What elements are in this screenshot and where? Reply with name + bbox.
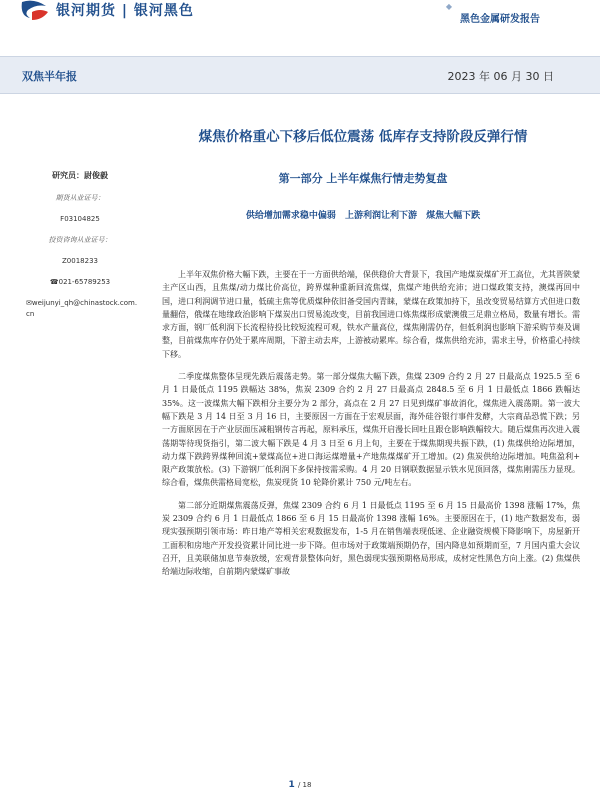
body-paragraph: 第二部分近期煤焦震荡反弹，焦煤 2309 合约 6 月 1 日最低点 1195 至 6 月 15 日最高价 1398 涨幅 17%，焦炭 2309 合约 6 月 1 日最低点 1866 至 6 月 15 日最高价 1398 涨幅 16%。主要原因在于，(1) 地产数据发布，弱现实强预期引领市场：昨日地产等相关宏观数据发布，1-5 月在销售端表现低迷、企业融资规模下降影响下，房屋新开工面积和房地产开发投资累计同比进一步下降。但市场对于政策端预期仍存，国内降息如预期而至，7 月国内重大会议召开，且美联储加息节奏放缓，宏观背景整体向好，黑色弱现实强预期格局形成，成材定性黑色方向上涨。(2) 焦煤供给端边际收缩，自前期内蒙煤矿事故 [162,500,580,577]
report-date: 2023 年 06 月 30 日 [447,70,554,83]
report-band [0,56,600,94]
page-number: 1 [288,780,295,790]
report-series: 黑色金属研发报告 [460,14,540,25]
analyst-name: 研究员：尉俊毅 [52,171,108,180]
consult-license-number: Z0018233 [62,257,98,265]
section-heading: 第一部分 上半年煤焦行情走势复盘 [278,172,448,185]
phone-row [20,277,140,288]
page-footer [0,780,600,790]
galaxy-logo-icon [18,0,50,22]
consult-license-label: 投资咨询从业证号： [48,236,112,244]
main-headings [148,128,578,221]
diamond-icon: ◆ [445,2,452,11]
body-paragraph: 上半年双焦价格大幅下跌，主要在于一方面供给端，保供稳价大背景下，我国产地煤炭煤矿开工高位，尤其晋陕蒙主产区山西，且焦煤/动力煤比价高位，跨界煤种重新回流焦煤，焦煤产地供给充沛；进口煤政策支持，澳煤再回中国，进口利润调节进口量，低硫主焦等优质煤种依旧备受国内青睐，蒙煤在政策加持下，虽改变贸易结算方式但进口数量翻倍，俄煤在地缘政治影响下煤炭出口贸易流改变，目前我国进口炼焦煤形成蒙澳俄三足鼎立格局，数量有增长。需求方面，钢厂低利润下长流程待投比较短流程可观，铁水产量高位，煤焦刚需仍存，但低利润也影响下游采购节奏及调整，目前煤焦库存仍处于累库周期，下游主动去库，上游被动累库。综合看，煤焦供给充沛，需求主导，价格重心持续下移。 [162,270,580,359]
phone-icon: ☎ [49,278,59,286]
analyst-sidebar [20,170,140,330]
report-title: 煤焦价格重心下移后低位震荡 低库存支持阶段反弹行情 [198,129,528,145]
phone-number: 021-65789253 [58,278,111,286]
license-number: F03104825 [60,215,100,223]
body-paragraph: 二季度煤焦整体呈现先跌后震荡走势。第一部分煤焦大幅下跌，焦煤 2309 合约 2 月 27 日最高点 1925.5 至 6 月 1 日最低点 1195 跌幅达 38%，焦炭 2309 合约 2 月 27 日最高点 2848.5 至 6 月 1 日最低点 1866 跌幅达 35%。这一波煤焦大幅下跌相分主要分为 2 部分，高点在 2 月 27 日见到煤矿事故消化，煤焦进入震荡期。第一波大幅下跌是 3 月 14 日至 3 月 16 日，主要原因一方面在于宏观层面，海外硅谷银行事件发酵，大宗商品恐慌下跌；另一方面原因在于产业层面压减粗钢传言再起，原料承压，煤焦开启漫长回吐且跟仓影响跌幅较大。随后煤焦再次进入震荡期等待现货指引，第二波大幅下跌是 4 月 3 日至 6 月上旬，主要在于煤焦期现共振下跌，(1) 焦煤供给边际增加，动力煤下跌跨界煤种回流+蒙煤高位+进口海运煤增量+产地焦煤煤矿开工增加。(2) 焦炭供给边际增加。吨焦盈利+ 限产政策放松。(3) 下游钢厂低利润下多保持按需采购。4 月 20 日钢联数据显示铁水见顶回落，煤焦刚需压力显现。综合看，煤焦供需格局宽松，焦炭现货 10 轮降价累计 750 元/吨左右。 [162,372,580,488]
company-name: 银河期货 | 银河黑色 [56,3,194,19]
license-label: 期货从业证号： [55,194,105,202]
email-address[interactable]: weijunyi_qh@chinastock.com.cn [26,299,138,318]
section-subheading: 供给增加需求稳中偏弱 上游利润让利下游 煤焦大幅下跌 [245,211,481,221]
email-row [20,298,140,320]
page-total: / 18 [297,781,312,789]
report-body [162,268,580,588]
report-type: 双焦半年报 [22,70,77,83]
mail-icon: ✉ [26,299,32,307]
report-header [0,0,600,40]
